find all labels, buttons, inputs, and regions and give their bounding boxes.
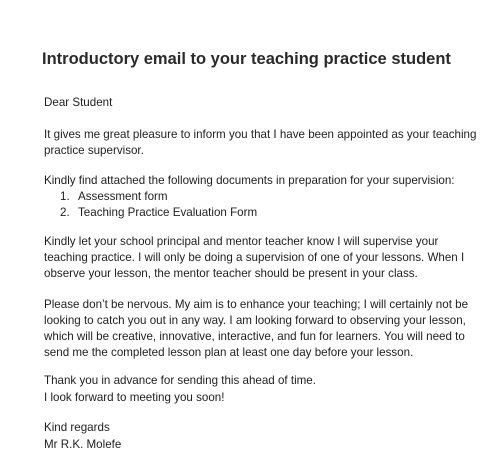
attachment-number: 1. (60, 190, 70, 203)
signature: Mr R.K. Molefe (44, 438, 122, 451)
paragraph4-line4: send me the completed lesson plan at least one day before your lesson. (44, 346, 414, 359)
attachment-number: 2. (60, 206, 70, 219)
thanks-line: Thank you in advance for sending this ahead of time. (44, 374, 316, 387)
attachment-label: Assessment form (78, 190, 168, 203)
greeting: Dear Student (44, 96, 113, 109)
paragraph4-line2: looking to catch you out in any way. I am looking forward to observing your lesson, (44, 314, 466, 327)
paragraph3-line1: Kindly let your school principal and mentor teacher know I will supervise your (44, 235, 439, 248)
paragraph1-line1: It gives me great pleasure to inform you that I have been appointed as your teaching (44, 128, 477, 141)
document-title: Introductory email to your teaching practice student (42, 50, 451, 68)
attachment-item (60, 189, 168, 205)
paragraph1-line2: practice supervisor. (44, 144, 144, 157)
paragraph2-intro: Kindly find attached the following documents in preparation for your supervision: (44, 174, 455, 187)
attachment-label: Teaching Practice Evaluation Form (78, 206, 258, 219)
paragraph4-line3: which will be creative, innovative, interactive, and fun for learners. You will need to (44, 330, 465, 343)
look-forward-line: I look forward to meeting you soon! (44, 391, 225, 404)
paragraph3-line3: observe your lesson, the mentor teacher should be present in your class. (44, 267, 418, 280)
closing: Kind regards (44, 421, 110, 434)
attachment-item (60, 205, 257, 221)
paragraph3-line2: teaching practice. I will only be doing a supervision of one of your lessons. When I (44, 251, 465, 264)
paragraph4-line1: Please don’t be nervous. My aim is to enhance your teaching; I will certainly not be (44, 298, 469, 311)
